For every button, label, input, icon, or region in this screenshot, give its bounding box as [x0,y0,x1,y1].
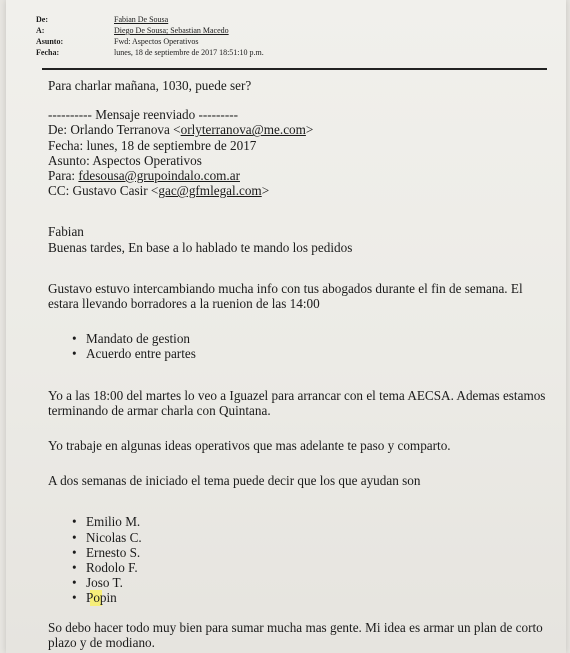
forward-from [48,122,548,137]
forward-subject: Asunto: Aspectos Operativos [48,152,202,168]
list-item: • Rodolo F. [86,560,548,575]
helpers-list [48,514,548,605]
header-row-to [36,25,264,36]
header-label: Asunto: [36,37,64,46]
paragraph-6-line-1: So debo hacer todo muy bien para sumar mucha mas gente. Mi idea es armar un plan de corto [48,619,543,635]
greeting: Fabian [48,224,84,240]
forward-from-email-link[interactable]: orlyterranova@me.com [180,122,306,138]
header-divider [42,68,547,70]
paragraph-2-line-1: Gustavo estuvo intercambiando mucha info con tus abogados durante el fin de semana. El [48,280,523,296]
forward-date: Fecha: lunes, 18 de septiembre de 2017 [48,137,257,153]
forward-cc-label: CC: Gustavo Casir < [48,183,159,199]
document-page [6,0,566,653]
list-item: • Acuerdo entre partes [86,346,548,361]
paragraph-3-line-2: terminando de armar charla con Quintana. [48,402,271,418]
forward-cc [48,183,548,198]
forward-to-email-link[interactable]: fdesousa@grupoindalo.com.ar [78,168,240,184]
paragraph-5: A dos semanas de iniciado el tema puede decir que los que ayudan son [48,473,421,489]
paragraph-1: Buenas tardes, En base a lo hablado te mando los pedidos [48,239,353,255]
forward-from-label: De: Orlando Terranova < [48,122,181,138]
forward-cc-email-link[interactable]: gac@gfmlegal.com [158,183,262,199]
header-row-subject [36,36,264,47]
paragraph-2-line-2: estara llevando borradores a la ruenion de las 14:00 [48,296,320,312]
forward-from-end: > [305,122,314,138]
header-row-date [36,47,264,58]
forward-cc-end: > [261,183,270,199]
header-value: Diego De Sousa; Sebastian Macedo [114,26,229,35]
paragraph-3-line-1: Yo a las 18:00 del martes lo veo a Iguazel para arrancar con el tema AECSA. Ademas estamos [48,387,546,403]
list-item: • Joso T. [86,575,548,590]
requests-list [48,331,548,361]
forward-marker: ---------- Mensaje reenviado --------- [48,107,238,123]
paragraph-4: Yo trabaje en algunas ideas operativos que mas adelante te paso y comparto. [48,438,451,454]
paragraph-6-line-2: plazo y de modiano. [48,634,155,650]
list-item-highlighted: • Popin [86,590,548,605]
header-label: Fecha: [36,48,60,57]
header-label: De: [36,15,48,24]
email-body [48,78,548,650]
intro-line: Para charlar mañana, 1030, puede ser? [48,78,252,93]
list-item: • Mandato de gestion [86,331,548,346]
header-label: A: [36,26,45,35]
forward-to-label: Para: [48,168,79,184]
header-value: Fabian De Sousa [114,15,169,24]
header-value: Fwd: Aspectos Operativos [114,37,199,46]
list-item: • Ernesto S. [86,545,548,560]
forward-to [48,168,548,183]
list-item: • Emilio M. [86,514,548,529]
header-value: lunes, 18 de septiembre de 2017 18:51:10 p.m. [114,48,264,57]
email-header [36,14,264,58]
header-row-from [36,14,264,25]
list-item: • Nicolas C. [86,530,548,545]
